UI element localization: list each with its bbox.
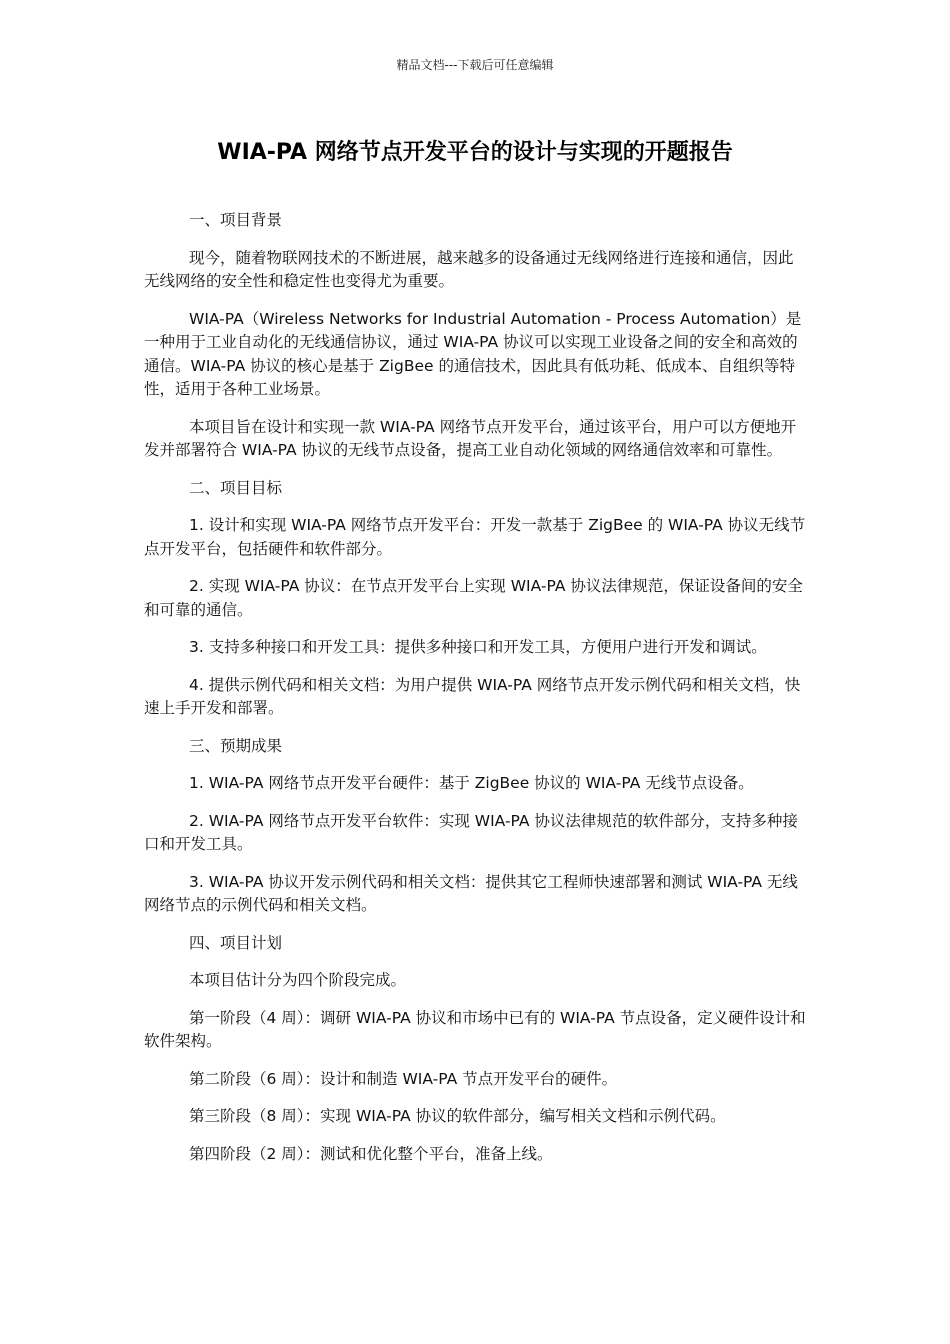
list-item: 1. 设计和实现 WIA-PA 网络节点开发平台：开发一款基于 ZigBee 的 WIA-PA 协议无线节点开发平台，包括硬件和软件部分。: [144, 516, 806, 558]
plan-phase: 第一阶段（4 周）：调研 WIA-PA 协议和市场中已有的 WIA-PA 节点设备，定义硬件设计和软件架构。: [144, 1008, 806, 1050]
document-body: [144, 209, 808, 1180]
section-heading-goals: 二、项目目标: [189, 478, 283, 497]
list-item: 4. 提供示例代码和相关文档：为用户提供 WIA-PA 网络节点开发示例代码和相关文档，快速上手开发和部署。: [144, 675, 801, 717]
section-heading-outcomes: 三、预期成果: [189, 736, 283, 755]
paragraph: 本项目估计分为四个阶段完成。: [189, 971, 407, 989]
plan-phase: 第四阶段（2 周）：测试和优化整个平台，准备上线。: [189, 1144, 553, 1163]
list-item: 3. 支持多种接口和开发工具：提供多种接口和开发工具，方便用户进行开发和调试。: [189, 638, 767, 656]
list-item: 2. 实现 WIA-PA 协议：在节点开发平台上实现 WIA-PA 协议法律规范，保证设备间的安全和可靠的通信。: [144, 577, 803, 619]
plan-phase: 第二阶段（6 周）：设计和制造 WIA-PA 节点开发平台的硬件。: [189, 1069, 618, 1088]
paragraph: WIA-PA（Wireless Networks for Industrial Automation - Process Automation）是一种用于工业自动化的无线通信协议，通过 WIA-PA 协议可以实现工业设备之间的安全和高效的通信。WIA-PA 协议的核心是基于 ZigBee 的通信技术，因此具有低功耗、低成本、自组织等特性，适用于各种工业场景。: [144, 309, 802, 398]
paragraph: 现今，随着物联网技术的不断进展，越来越多的设备通过无线网络进行连接和通信，因此无线网络的安全性和稳定性也变得尤为重要。: [144, 248, 794, 290]
header-note: 精品文档---下载后可任意编辑: [396, 58, 554, 72]
list-item: 3. WIA-PA 协议开发示例代码和相关文档：提供其它工程师快速部署和测试 WIA-PA 无线网络节点的示例代码和相关文档。: [144, 872, 798, 914]
paragraph: 本项目旨在设计和实现一款 WIA-PA 网络节点开发平台，通过该平台，用户可以方便地开发并部署符合 WIA-PA 协议的无线节点设备，提高工业自动化领域的网络通信效率和可靠性。: [144, 417, 797, 459]
section-heading-plan: 四、项目计划: [189, 933, 283, 952]
section-heading-background: 一、项目背景: [189, 211, 283, 229]
list-item: 2. WIA-PA 网络节点开发平台软件：实现 WIA-PA 协议法律规范的软件部分，支持多种接口和开发工具。: [144, 811, 798, 853]
list-item: 1. WIA-PA 网络节点开发平台硬件：基于 ZigBee 协议的 WIA-PA 无线节点设备。: [189, 774, 754, 792]
document-title: WIA-PA 网络节点开发平台的设计与实现的开题报告: [217, 140, 733, 165]
plan-phase: 第三阶段（8 周）：实现 WIA-PA 协议的软件部分，编写相关文档和示例代码。: [189, 1107, 726, 1125]
